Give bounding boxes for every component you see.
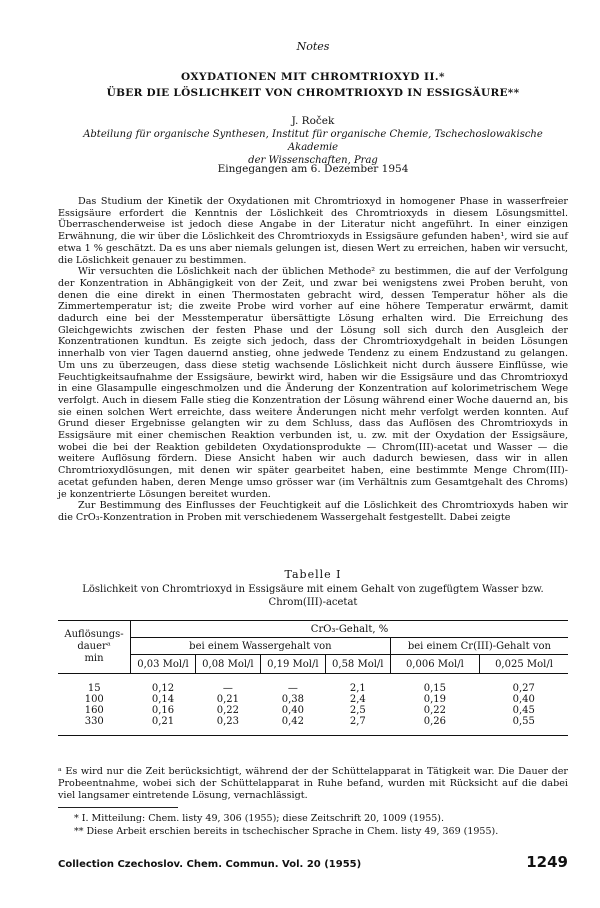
conc-header: 0,08 Mol/l xyxy=(195,655,260,674)
table-caption xyxy=(58,583,568,609)
conc-header: 0,025 Mol/l xyxy=(495,658,553,670)
paragraph: Zur Bestimmung des Einflusses der Feuchtigkeit auf die Löslichkeit des Chromtrioxyds haben wir die CrO₃-Konzentration in Proben mit verschiedenem Wassergehalt festgestellt. Dabei zeigte xyxy=(58,500,568,523)
affiliation xyxy=(58,128,568,167)
conc-header: 0,03 Mol/l xyxy=(131,655,196,674)
table-footnote: ᵃ Es wird nur die Zeit berücksichtigt, während der der Schüttelapparat in Tätigkeit war. Die Dauer der Probeentnahme, wobei sich der Schüttelapparat in Ruhe befand, wurden mit Rücksicht auf die dabei viel langsamer eintretende Lösung, vernachlässigt. xyxy=(58,766,568,801)
article-title-line1: OXYDATIONEN MIT CHROMTRIOXYD II.* xyxy=(180,71,446,83)
table-caption-line1: Löslichkeit von Chromtrioxyd in Essigsäure mit einem Gehalt von zugefügtem Wasser bzw. xyxy=(82,584,544,595)
solubility-table xyxy=(58,620,568,736)
footnote-1: * I. Mitteilung: Chem. listy 49, 306 (1955); diese Zeitschrift 20, 1009 (1955). xyxy=(74,813,445,824)
table-caption-line2: Chrom(III)-acetat xyxy=(268,597,358,608)
affiliation-line1: Abteilung für organische Synthesen, Institut für organische Chemie, Tschechoslowakische Akademie xyxy=(83,129,543,153)
article-title-line2: ÜBER DIE LÖSLICHKEIT VON CHROMTRIOXYD IN ESSIGSÄURE** xyxy=(106,87,520,99)
cr-subheader: bei einem Cr(III)-Gehalt von xyxy=(390,638,568,655)
time-column-header: Auflösungs- dauerᵃ min xyxy=(58,621,131,674)
conc-header: 0,58 Mol/l xyxy=(325,655,390,674)
journal-citation: Collection Czechoslov. Chem. Commun. Vol. 20 (1955) xyxy=(58,859,362,870)
footnote-2: ** Diese Arbeit erschien bereits in tschechischer Sprache in Chem. listy 49, 369 (1955). xyxy=(74,826,499,837)
cro3-group-header: CrO₃-Gehalt, % xyxy=(131,621,569,638)
page-number: 1249 xyxy=(526,853,568,871)
table-row: 160 0,16 0,22 0,40 2,5 0,22 0,45 xyxy=(84,705,535,716)
footnote-divider xyxy=(58,807,178,808)
section-header: Notes xyxy=(296,40,330,53)
article-body xyxy=(58,196,568,524)
affiliation-line2: der Wissenschaften, Prag xyxy=(248,155,378,166)
table-title: Tabelle I xyxy=(284,568,342,581)
paragraph: Wir versuchten die Löslichkeit nach der üblichen Methode² zu bestimmen, die auf der Verfolgung der Konzentration in Abhängigkeit von der Zeit, und zwar bei wenigstens zwei Proben beruht, von denen die eine direkt in einen Thermostaten gebracht wird, dessen Temperatur höher als die Zimmertemperatur ist; die zweite Probe wird vorher auf eine höhere Temperatur erwärmt, damit dadurch eine bei der Messtemperatur übersättigte Lösung erhalten wird. Die Erreichung des Gleichgewichts zwischen der festen Phase und der Lösung soll sich durch den Ausgleich der Konzentrationen kundtun. Es zeigte sich jedoch, dass der Chromtrioxydgehalt in beiden Lösungen innerhalb von vier Tagen dauernd anstieg, ohne jedwede Tendenz zu einem Endzustand zu gelangen. Um uns zu überzeugen, dass diese stetig wachsende Löslichkeit nicht durch äussere Einflüsse, wie Feuchtigkeitsaufnahme der Essigsäure, bewirkt wird, haben wir die Essigsäure und das Chromtrioxyd in eine Glasampulle eingeschmolzen und die Änderung der Konzentration auf kolorimetrischem Wege verfolgt. Auch in diesem Falle stieg die Konzentration der Lösung während einer Woche dauernd an, bis sie einen solchen Wert erreichte, dass weitere Änderungen nicht mehr verfolgt werden konnten. Auf Grund dieser Ergebnisse gelangten wir zu dem Schluss, dass das Auflösen des Chromtrioxyds in Essigsäure mit einer chemischen Reaktion verbunden ist, u. zw. mit der Oxydation der Essigsäure, wobei die bei der Reaktion gebildeten Oxydationsprodukte — Chrom(III)-acetat und Wasser — die weitere Auflösung fördern. Diese Ansicht haben wir auch dadurch bewiesen, dass wir in allen Chromtrioxydlösungen, mit denen wir später gearbeitet haben, eine bestimmte Menge Chrom(III)-acetat gefunden haben, deren Menge umso grösser war (im Verhältnis zum Gesamtgehalt des Chroms) je konzentrierte Lösungen bereitet wurden. xyxy=(58,266,568,500)
table-row: 100 0,14 0,21 0,38 2,4 0,19 0,40 xyxy=(84,694,535,705)
paragraph: Das Studium der Kinetik der Oxydationen mit Chromtrioxyd in homogener Phase in wasserfreier Essigsäure erfordert die Kenntnis der Löslichkeit des Chromtrioxyds in diesem Lösungsmittel. Überraschenderweise ist jedoch diese Angabe in der Literatur nicht angeführt. In einer einzigen Erwähnung, die wir über die Löslichkeit des Chromtrioxyds in Essigsäure gefunden haben¹, wird sie auf etwa 1 % geschätzt. Da es uns aber niemals gelungen ist, diesen Wert zu erreichen, haben wir versucht, die Löslichkeit genauer zu bestimmen. xyxy=(58,196,568,266)
conc-header: 0,19 Mol/l xyxy=(260,655,325,674)
table-row: 15 0,12 — — 2,1 0,15 0,27 xyxy=(87,683,535,694)
author: J. Roček xyxy=(291,115,335,127)
conc-header: 0,006 Mol/l xyxy=(390,655,479,674)
water-subheader: bei einem Wassergehalt von xyxy=(131,638,391,655)
received-date: Eingegangen am 6. Dezember 1954 xyxy=(217,163,409,175)
table-row: 330 0,21 0,23 0,42 2,7 0,26 0,55 xyxy=(58,716,568,736)
